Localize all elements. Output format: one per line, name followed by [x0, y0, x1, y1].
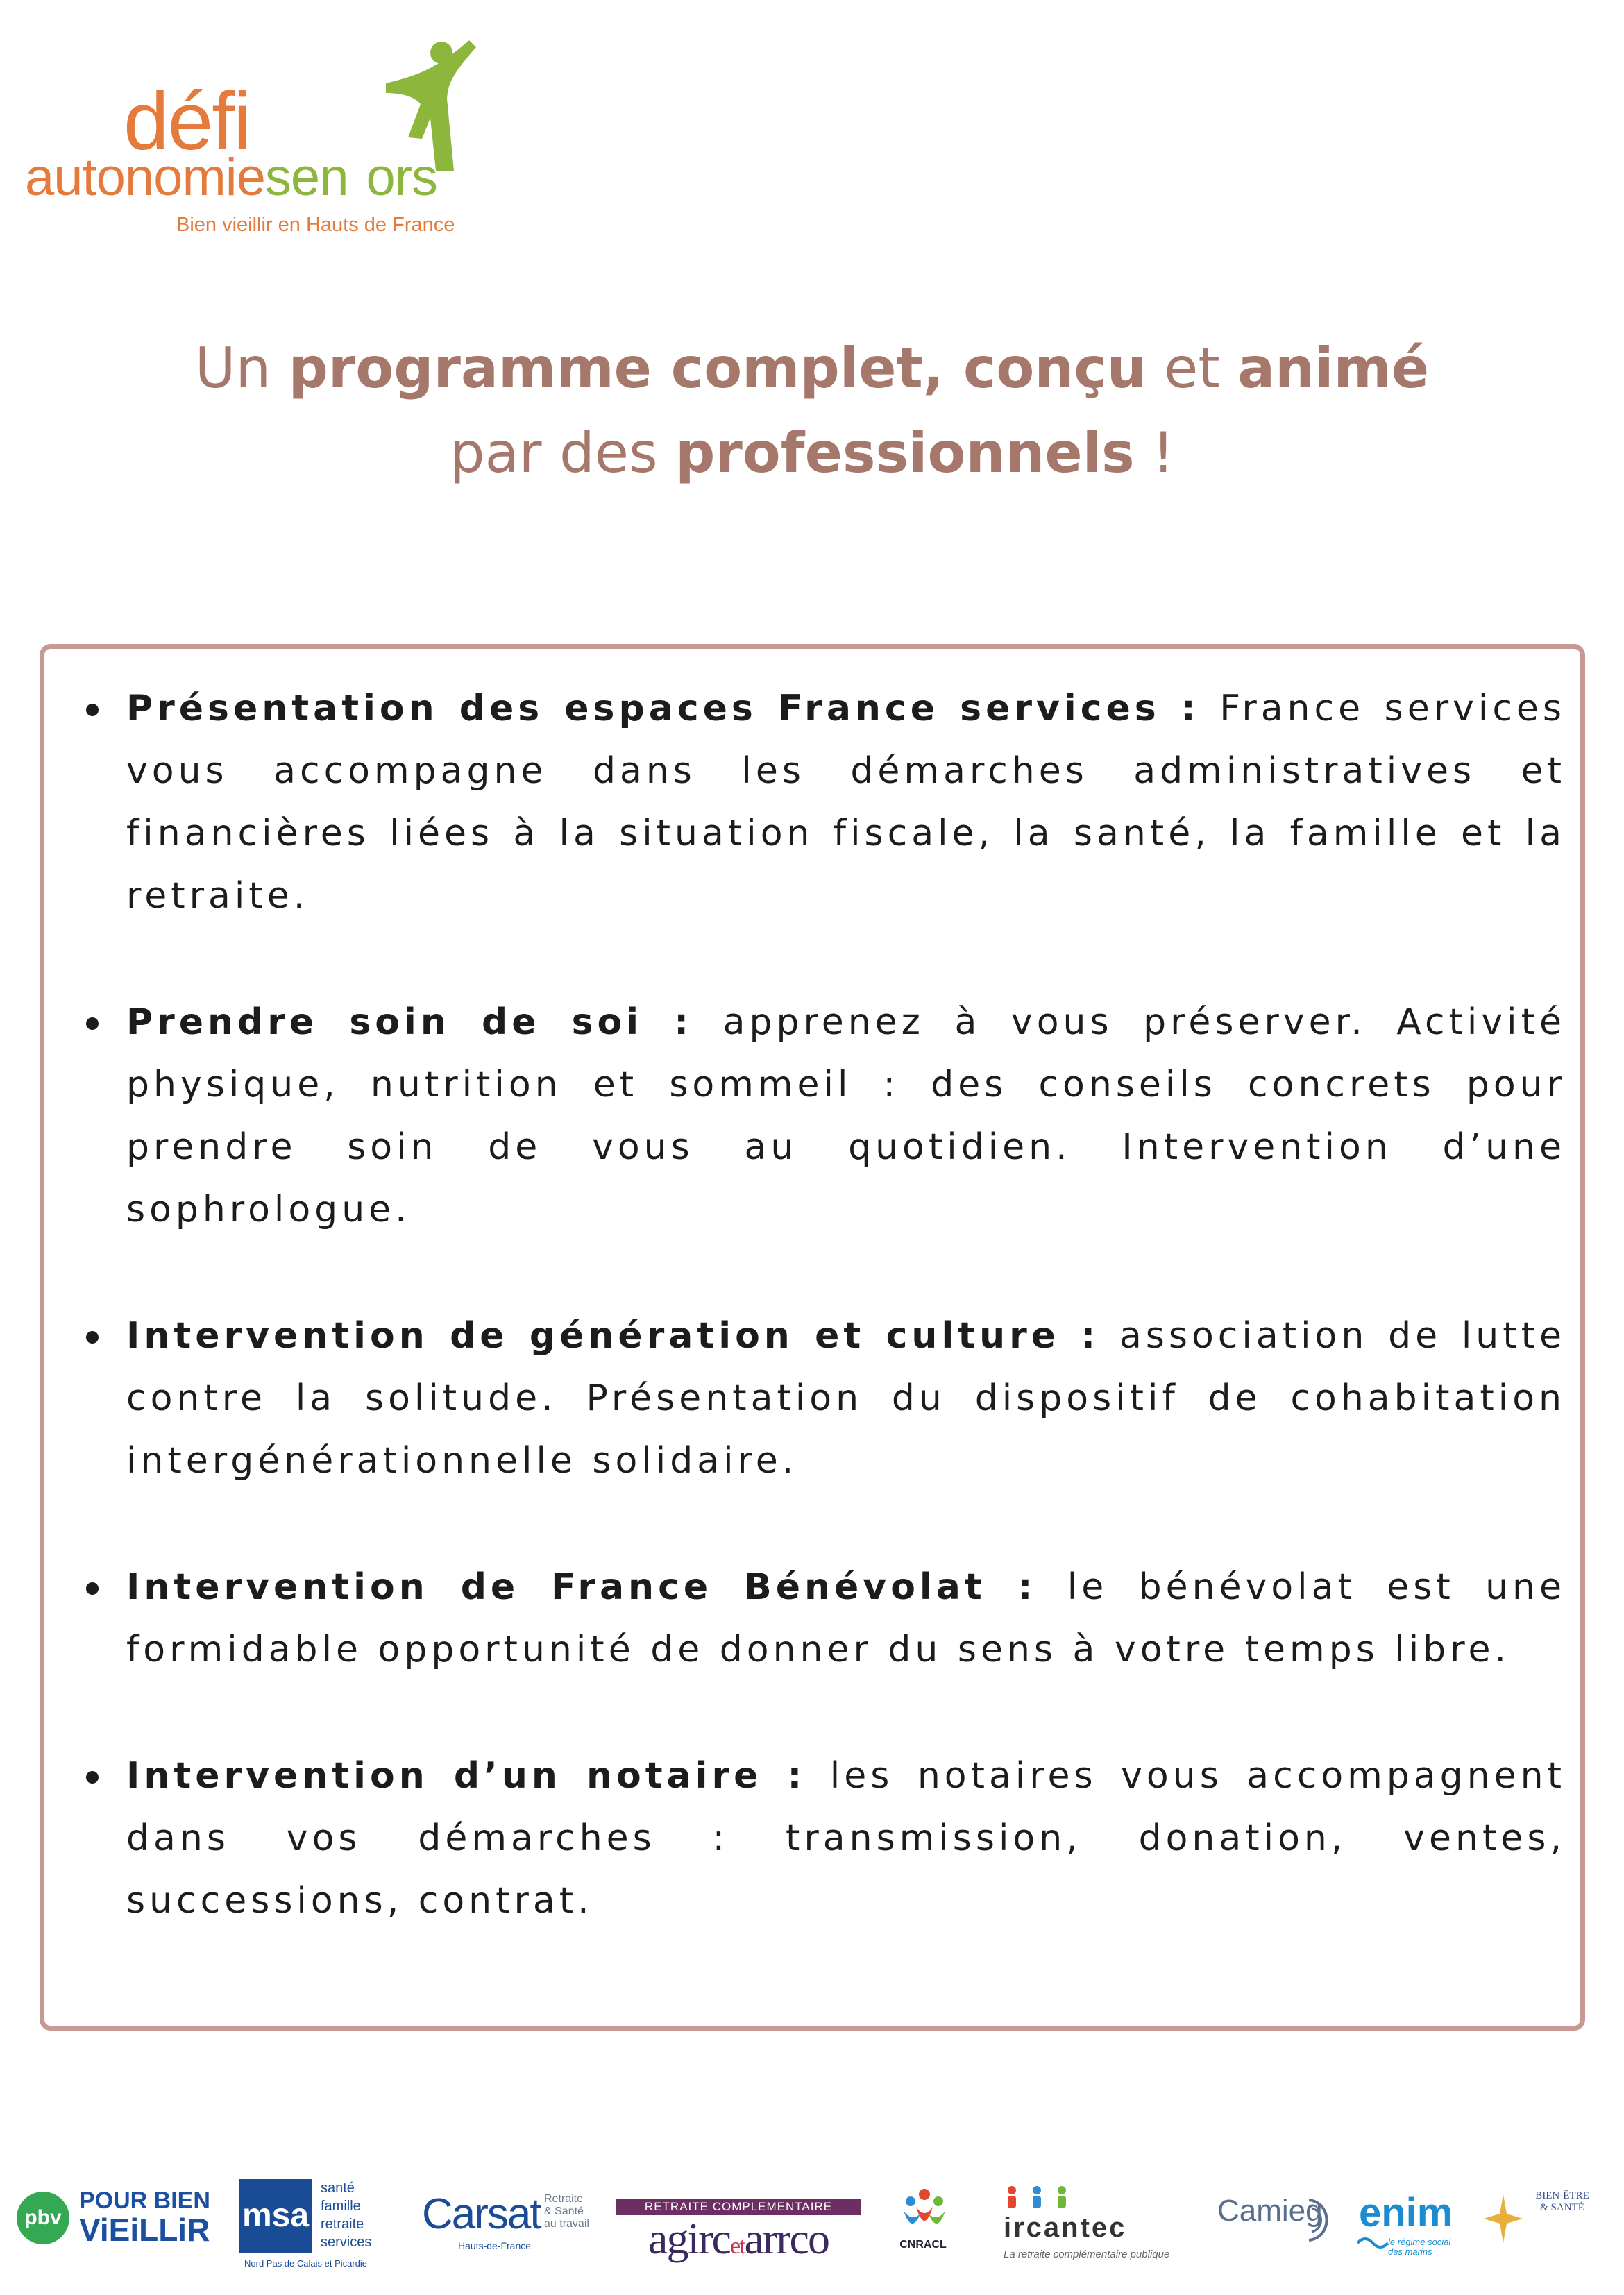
agirc-arrco-logo: agircetarrco [648, 2214, 829, 2263]
carsat-subtitle: Retraite & Santé au travail [544, 2193, 589, 2230]
enim-wave-icon [1357, 2235, 1388, 2250]
page-headline [0, 326, 1624, 496]
defi-autonomie-seniors-logo [25, 35, 511, 236]
logo-tagline: Bien vieillir en Hauts de France [176, 214, 455, 236]
headline-line-2: par des professionnels ! [449, 421, 1175, 485]
msa-region-text: Nord Pas de Calais et Picardie [244, 2258, 368, 2269]
pour-bien-vieillir-logo: POUR BIEN ViEiLLiR [79, 2187, 210, 2248]
logo-seniors-right: ors [366, 148, 438, 207]
pour-bien-vieillir-badge: pbv [17, 2192, 69, 2244]
headline-line-1: Un programme complet, conçu et animé [194, 336, 1430, 400]
logo-wordmark [25, 148, 438, 207]
program-item: Prendre soin de soi : apprenez à vous préserver. Activité physique, nutrition et sommeil : des conseils concrets pour prendre soin de vous au quotidien. Intervention d’une sophrologue. [82, 991, 1566, 1241]
enim-subtitle: le régime social des marins [1388, 2237, 1451, 2257]
logo-autonomie-text: autonomie [25, 148, 265, 207]
msa-logo: msa [239, 2179, 312, 2253]
program-item: Intervention d’un notaire : les notaires vous accompagnent dans vos démarches : transmission, donation, ventes, successions, contrat. [82, 1745, 1566, 1932]
program-list [82, 677, 1566, 1996]
logo-seniors-left: sen [264, 148, 348, 207]
carsat-logo: Carsat [422, 2190, 541, 2238]
agirc-arrco-band: RETRAITE COMPLEMENTAIRE [616, 2199, 861, 2215]
bien-etre-sante-star-icon [1484, 2194, 1523, 2243]
cnracl-label: CNRACL [899, 2239, 947, 2251]
program-item: Intervention de France Bénévolat : le bénévolat est une formidable opportunité de donner du sens à votre temps libre. [82, 1556, 1566, 1681]
partner-logos [0, 2165, 1624, 2269]
cnracl-people-icon [897, 2186, 952, 2236]
camieg-swirl-icon [1305, 2196, 1333, 2244]
program-item: Présentation des espaces France services : France services vous accompagne dans les démarches administratives et financières liées à la situation fiscale, la santé, la famille et la retraite. [82, 677, 1566, 927]
ircantec-figures-icon [1004, 2183, 1108, 2214]
enim-logo: enim [1359, 2190, 1453, 2235]
bien-etre-sante-logo: BIEN-ÊTRE & SANTÉ [1535, 2190, 1589, 2213]
msa-services-text: santé famille retraite services [321, 2180, 372, 2250]
ircantec-logo: ircantec [1004, 2212, 1127, 2243]
carsat-region: Hauts-de-France [458, 2240, 532, 2251]
program-item: Intervention de génération et culture : association de lutte contre la solitude. Présentation du dispositif de cohabitation intergénérationnelle solidaire. [82, 1305, 1566, 1492]
logo-defi-text: défi [124, 76, 251, 167]
ircantec-subtitle: La retraite complémentaire publique [1004, 2249, 1170, 2260]
camieg-logo: Camieg [1217, 2194, 1323, 2228]
